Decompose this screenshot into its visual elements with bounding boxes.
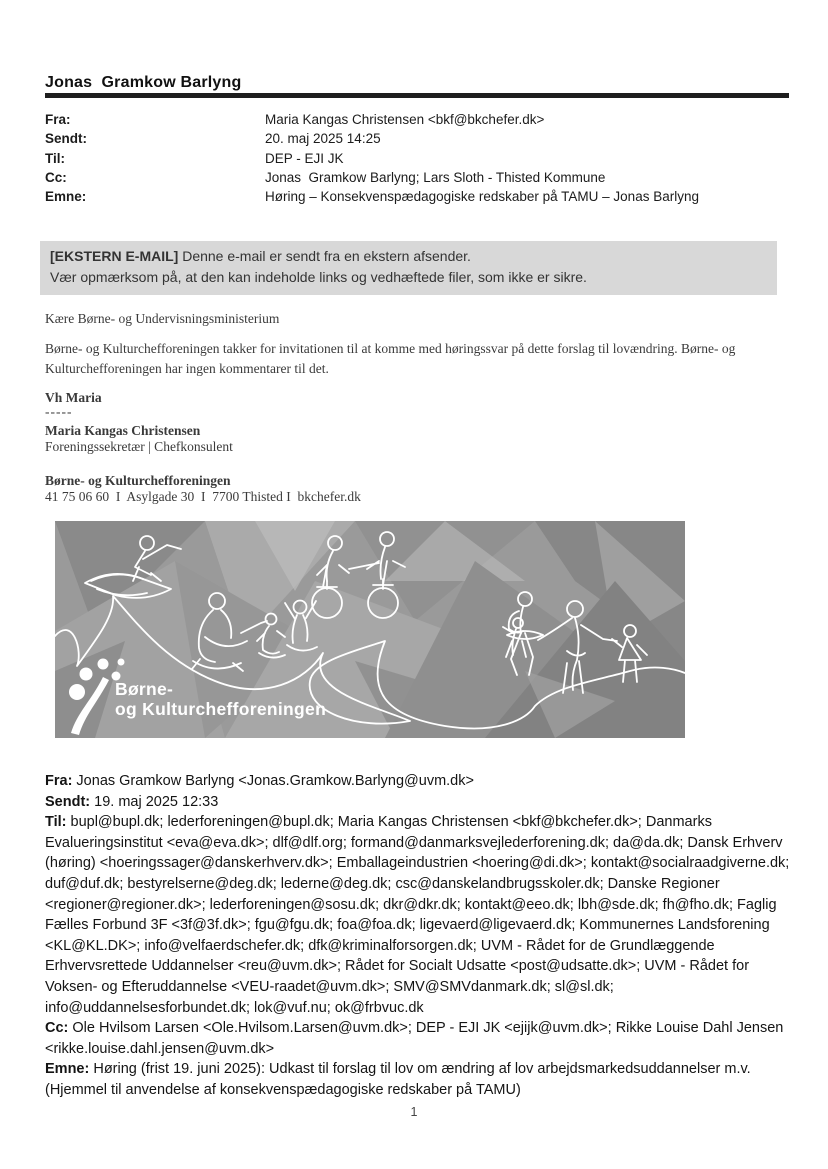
signature-divider: ----- xyxy=(45,404,73,419)
fwd-row-sent xyxy=(45,792,797,813)
warning-text-1: Denne e-mail er sendt fra en ekstern afsender. xyxy=(178,248,471,264)
from-value: Maria Kangas Christensen <bkf@bkchefer.dk> xyxy=(265,112,545,127)
forwarded-email-header-block xyxy=(45,771,797,1101)
fwd-sent-value: 19. maj 2025 12:33 xyxy=(90,793,219,810)
header-row-cc xyxy=(45,168,789,187)
fwd-subject-value: Høring (frist 19. juni 2025): Udkast til forslag til lov om ændring af lov arbejdsmarkedsuddannelser m.v. (Hjemmel til anvendelse af konsekvenspædagogiske redskaber på TAMU) xyxy=(45,1061,751,1098)
warning-tag: [EKSTERN E-MAIL] xyxy=(50,248,179,264)
fwd-row-to xyxy=(45,812,797,1018)
warning-text-2: Vær opmærksom på, at den kan indeholde links og vedhæftede filer, som ikke er sikre. xyxy=(50,269,587,285)
greeting: Kære Børne- og Undervisningsministerium xyxy=(45,311,280,326)
banner-logo-text-line1: Børne- xyxy=(115,679,174,699)
header-row-subject xyxy=(45,187,789,206)
subject-label: Emne: xyxy=(45,189,87,205)
email-header-block xyxy=(45,110,789,206)
fwd-to-label: Til: xyxy=(45,814,67,831)
organization-banner-image xyxy=(55,521,685,738)
title-rule xyxy=(45,93,789,98)
from-label: Fra: xyxy=(45,112,71,127)
sent-value: 20. maj 2025 14:25 xyxy=(265,131,381,147)
fwd-to-value: bupl@bupl.dk; lederforeningen@bupl.dk; Maria Kangas Christensen <bkf@bkchefer.dk>; Danmarks Evalueringsinstitut <eva@eva.dk>; dlf@dlf.org; formand@danmarksvejlederforening.dk; da@da.dk; Dansk Erhverv (høring) <hoeringssager@danskerhverv.dk>; Emballageindustrien <hoering@di.dk>; kontakt@socialraadgiverne.dk; duf@duf.dk; bestyrelserne@deg.dk; lederne@deg.dk; csc@danskelandbrugsskoler.dk; Danske Regioner <regioner@regioner.dk>; lederforeningen@sosu.dk; dkr@dkr.dk; kontakt@eeo.dk; lbh@sde.dk; fh@fho.dk; Faglig Fælles Forbund 3F <3f@3f.dk>; fgu@fgu.dk; foa@foa.dk; ligevaerd@ligevaerd.dk; Kommunernes Landsforening <KL@KL.DK>; info@velfaerdschefer.dk; dfk@kriminalforsorgen.dk; UVM - Rådet for de Grundlæggende Erhvervsrettede Uddannelser <reu@uvm.dk>; Rådet for Socialt Udsatte <post@udsatte.dk>; UVM - Rådet for Voksen- og Efteruddannelse <VEU-raadet@uvm.dk>; SMV@SMVdanmark.dk; sl@sl.dk; info@uddannelsesforbundet.dk; lok@vuf.nu; ok@frbvuc.dk xyxy=(45,814,790,1016)
cc-value: Jonas Gramkow Barlyng; Lars Sloth - Thisted Kommune xyxy=(265,169,606,185)
signature-name: Maria Kangas Christensen xyxy=(45,423,201,438)
header-row-from xyxy=(45,110,789,129)
warning-line-1 xyxy=(50,246,767,267)
page-title: Jonas Gramkow Barlyng xyxy=(45,74,242,91)
signature-organization: Børne- og Kulturchefforeningen xyxy=(45,473,231,488)
sent-label: Sendt: xyxy=(45,131,87,147)
fwd-row-cc xyxy=(45,1018,797,1059)
fwd-cc-label: Cc: xyxy=(45,1020,69,1037)
fwd-subject-label: Emne: xyxy=(45,1061,90,1078)
header-row-sent xyxy=(45,129,789,148)
signature-role: Foreningssekretær | Chefkonsulent xyxy=(45,439,233,454)
to-value: DEP - EJI JK xyxy=(265,150,344,166)
body-paragraph: Børne- og Kulturchefforeningen takker for invitationen til at komme med høringssvar på dette forslag til lovændring. Børne- og Kulturchefforeningen har ingen kommentarer til det. xyxy=(45,341,736,376)
banner-logo-text-line2: og Kulturchefforeningen xyxy=(115,699,327,719)
page-number: 1 xyxy=(410,1105,418,1119)
fwd-from-label: Fra: xyxy=(45,773,73,789)
external-email-warning-banner xyxy=(40,241,777,295)
subject-value: Høring – Konsekvenspædagogiske redskaber på TAMU – Jonas Barlyng xyxy=(265,189,699,205)
fwd-from-value: Jonas Gramkow Barlyng <Jonas.Gramkow.Barlyng@uvm.dk> xyxy=(72,773,474,789)
to-label: Til: xyxy=(45,150,65,166)
signature-contact: 41 75 06 60 I Asylgade 30 I 7700 Thisted I bkchefer.dk xyxy=(45,489,361,504)
fwd-row-subject xyxy=(45,1059,797,1100)
header-row-to xyxy=(45,149,789,168)
fwd-sent-label: Sendt: xyxy=(45,793,91,810)
signoff: Vh Maria xyxy=(45,390,102,405)
cc-label: Cc: xyxy=(45,169,67,185)
fwd-row-from xyxy=(45,771,797,792)
fwd-cc-value: Ole Hvilsom Larsen <Ole.Hvilsom.Larsen@uvm.dk>; DEP - EJI JK <ejijk@uvm.dk>; Rikke Louise Dahl Jensen <rikke.louise.dahl.jensen@uvm.dk> xyxy=(45,1020,784,1057)
